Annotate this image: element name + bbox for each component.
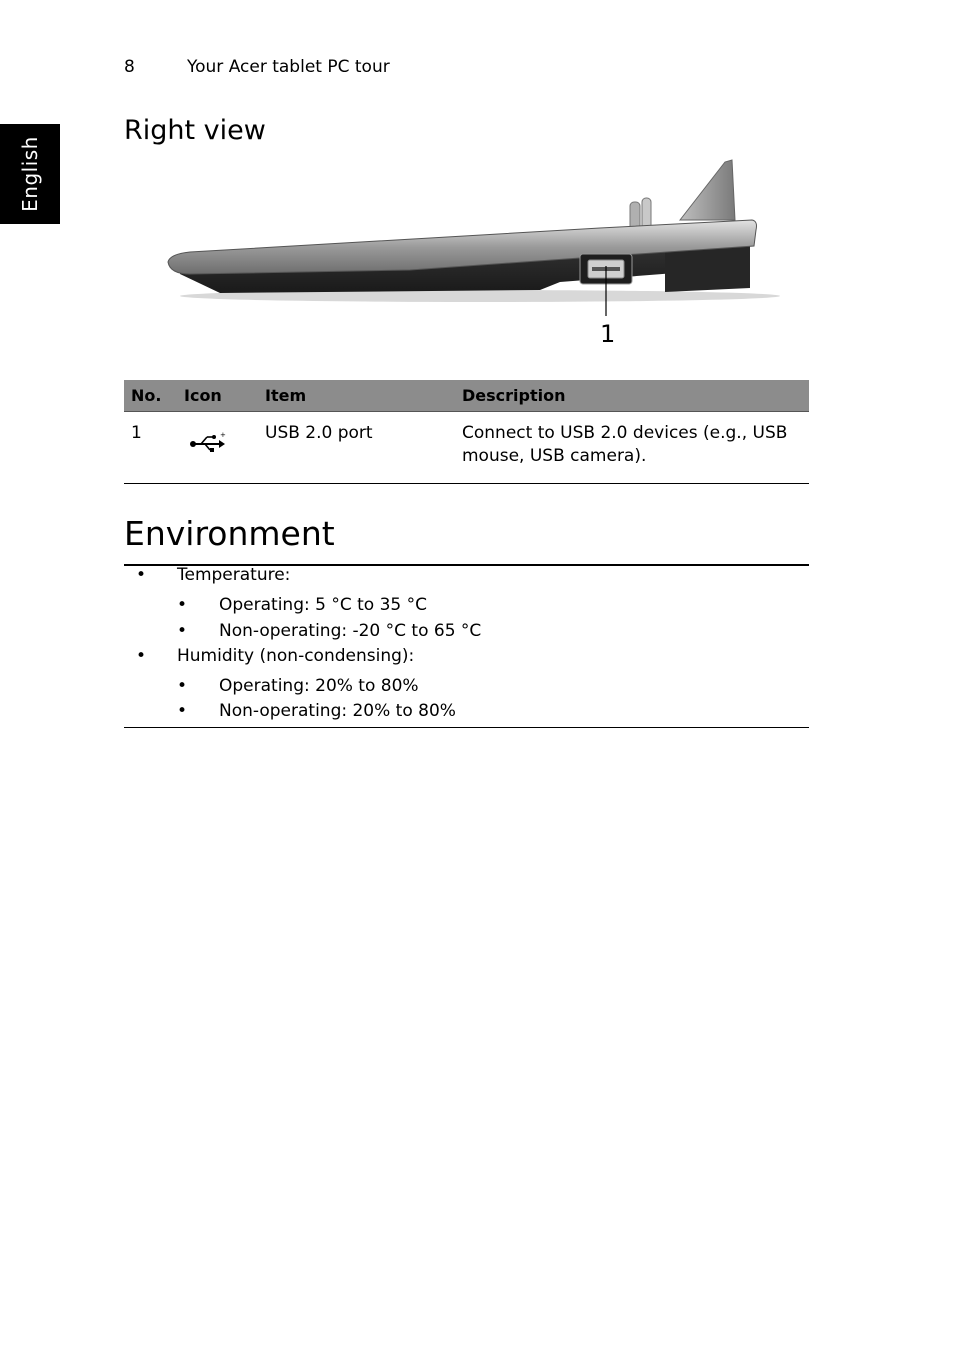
list-item: Operating: 20% to 80% — [219, 676, 419, 696]
header-description: Description — [455, 380, 809, 412]
header-icon: Icon — [177, 380, 258, 412]
language-tab-label: English — [18, 136, 42, 212]
running-title: Your Acer tablet PC tour — [187, 57, 390, 77]
page-number: 8 — [124, 57, 135, 77]
svg-text:+: + — [220, 432, 226, 439]
list-item: Non-operating: 20% to 80% — [219, 701, 456, 721]
language-tab — [0, 124, 60, 224]
header-no: No. — [124, 380, 177, 412]
tablet-dock-illustration — [160, 150, 780, 350]
ports-table — [124, 380, 809, 484]
sub-bullet-dot: • — [177, 595, 188, 615]
sub-bullet-dot: • — [177, 701, 188, 721]
bullet-dot: • — [136, 565, 147, 585]
bullet-dot: • — [136, 646, 147, 666]
usb-icon — [189, 432, 227, 454]
table-header-row — [124, 380, 809, 412]
sub-bullet-dot: • — [177, 676, 188, 696]
cell-item: USB 2.0 port — [258, 412, 455, 484]
callout-number: 1 — [600, 320, 616, 348]
list-item: Non-operating: -20 °C to 65 °C — [219, 621, 482, 641]
description-line: Connect to USB 2.0 devices (e.g., USB — [462, 423, 788, 443]
divider — [124, 727, 809, 728]
sub-bullet-dot: • — [177, 621, 188, 641]
cell-no: 1 — [124, 412, 177, 484]
list-item: Operating: 5 °C to 35 °C — [219, 595, 427, 615]
cell-icon — [177, 412, 258, 484]
section-title-environment: Environment — [124, 514, 335, 553]
description-line: mouse, USB camera). — [462, 446, 647, 466]
section-title-right-view: Right view — [124, 115, 266, 146]
list-item-temperature: Temperature: — [177, 565, 291, 585]
table-row — [124, 412, 809, 484]
list-item-humidity: Humidity (non-condensing): — [177, 646, 415, 666]
header-item: Item — [258, 380, 455, 412]
cell-description — [455, 412, 809, 484]
